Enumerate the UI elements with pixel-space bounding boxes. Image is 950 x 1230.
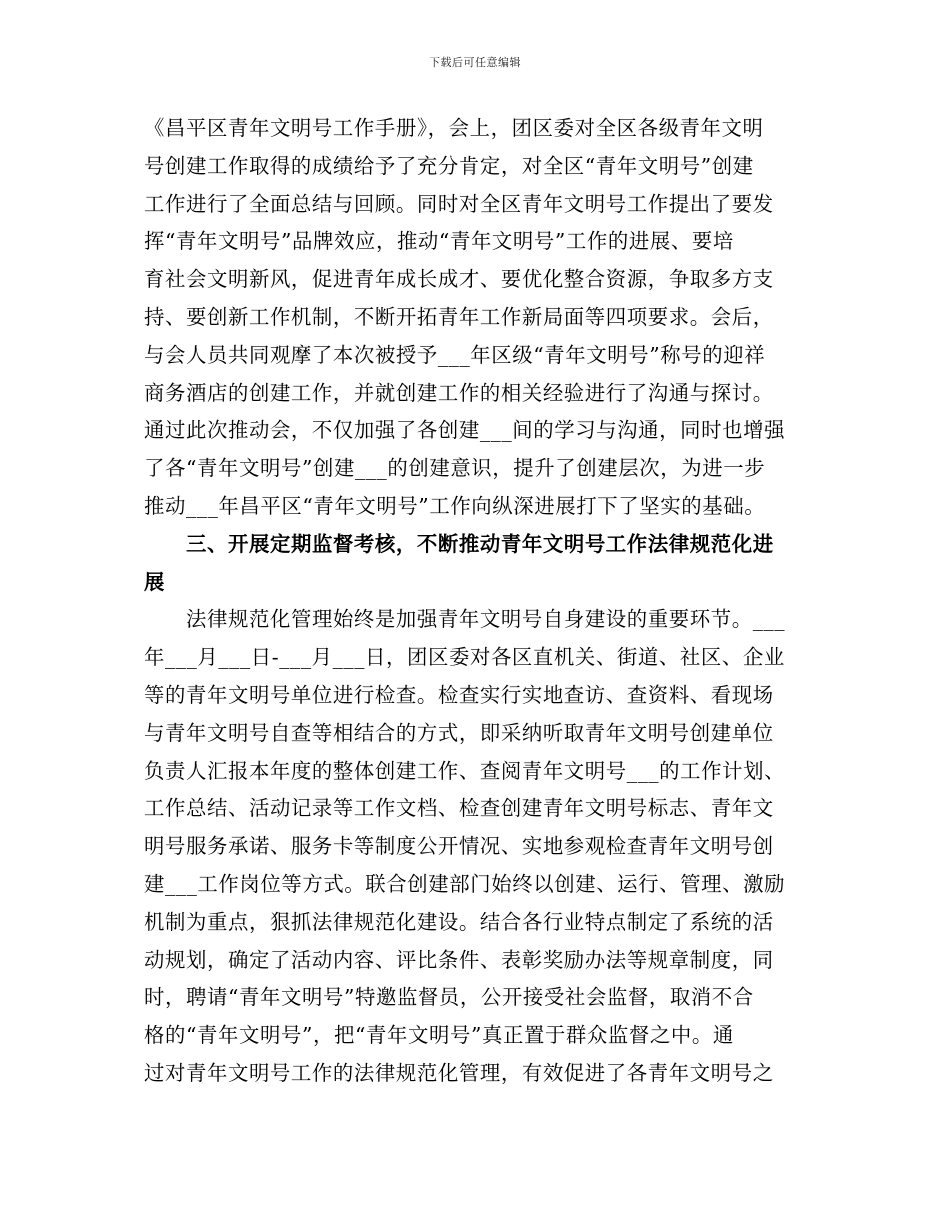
- document-body: [144, 110, 812, 1093]
- text-line: 商务酒店的创建工作，并就创建工作的相关经验进行了沟通与探讨。: [144, 380, 774, 405]
- section-heading-continued: 展: [144, 569, 165, 594]
- text-line: 格的“青年文明号”，把“青年文明号”真正置于群众监督之中。通: [144, 1023, 734, 1048]
- text-line: 与会人员共同观摩了本次被授予___年区级“青年文明号”称号的迎祥: [144, 342, 766, 367]
- text-line: 明号服务承诺、服务卡等制度公开情况、实地参观检查青年文明号创: [144, 834, 774, 859]
- text-line: 号创建工作取得的成绩给予了充分肯定，对全区“青年文明号”创建: [144, 153, 754, 178]
- text-line: 动规划，确定了活动内容、评比条件、表彰奖励办法等规章制度，同: [144, 947, 774, 972]
- text-line: 时，聘请“青年文明号”特邀监督员，公开接受社会监督，取消不合: [144, 985, 754, 1010]
- text-line: 持、要创新工作机制，不断开拓青年工作新局面等四项要求。会后，: [144, 304, 774, 329]
- text-line: 过对青年文明号工作的法律规范化管理，有效促进了各青年文明号之: [144, 1060, 774, 1085]
- text-line: 了各“青年文明号”创建___的创建意识，提升了创建层次，为进一步: [144, 456, 766, 481]
- text-line: 工作进行了全面总结与回顾。同时对全区青年文明号工作提出了要发: [144, 191, 774, 216]
- text-line: 负责人汇报本年度的整体创建工作、查阅青年文明号___的工作计划、: [144, 758, 786, 783]
- text-line: 与青年文明号自查等相结合的方式，即采纳听取青年文明号创建单位: [144, 720, 774, 745]
- text-line: 挥“青年文明号”品牌效应，推动“青年文明号”工作的进展、要培: [144, 229, 734, 254]
- page-header: 下载后可任意编辑: [429, 56, 521, 69]
- text-line: 通过此次推动会，不仅加强了各创建___间的学习与沟通，同时也增强: [144, 418, 786, 443]
- paragraph-first-line: 法律规范化管理始终是加强青年文明号自身建设的重要环节。___: [186, 607, 786, 632]
- section-heading: 三、开展定期监督考核，不断推动青年文明号工作法律规范化进: [186, 531, 774, 556]
- text-line: 工作总结、活动记录等工作文档、检查创建青年文明号标志、青年文: [144, 796, 774, 821]
- text-line: 推动___年昌平区“青年文明号”工作向纵深进展打下了坚实的基础。: [144, 493, 766, 518]
- text-line: 育社会文明新风，促进青年成长成才、要优化整合资源，争取多方支: [144, 267, 774, 292]
- text-line: 《昌平区青年文明号工作手册》，会上，团区委对全区各级青年文明: [144, 116, 764, 140]
- text-line: 建___工作岗位等方式。联合创建部门始终以创建、运行、管理、激励: [144, 871, 786, 896]
- text-line: 等的青年文明号单位进行检查。检查实行实地查访、查资料、看现场: [144, 682, 774, 707]
- text-line: 年___月___日-___月___日，团区委对各区直机关、街道、社区、企业: [144, 645, 785, 670]
- text-line: 机制为重点，狠抓法律规范化建设。结合各行业特点制定了系统的活: [144, 909, 774, 934]
